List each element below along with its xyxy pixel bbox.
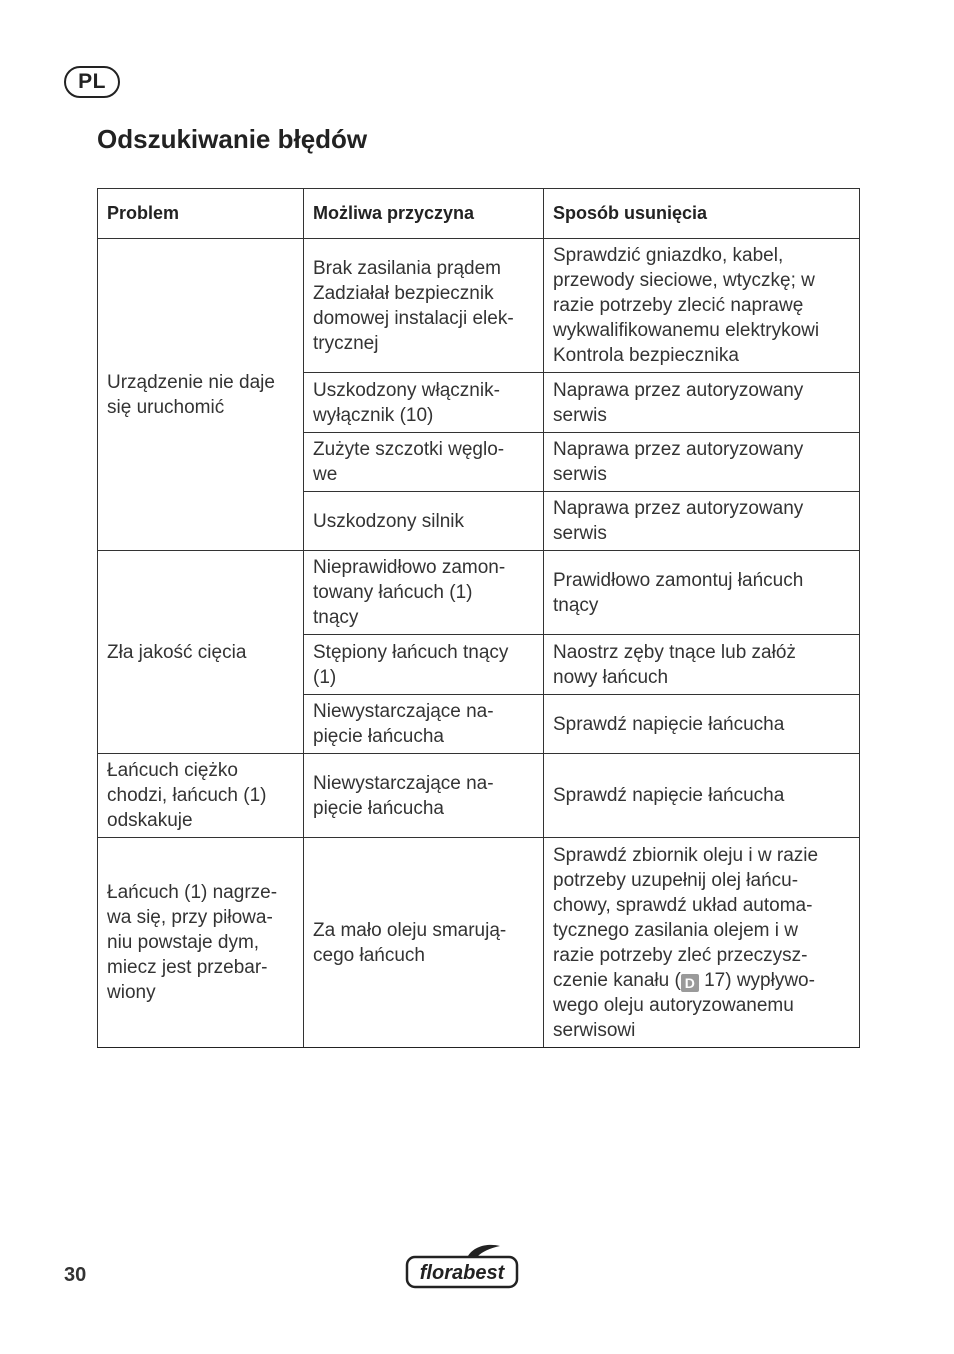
header-cause: Możliwa przyczyna: [304, 189, 544, 239]
problem-cell: Łańcuch ciężko chodzi, łańcuch (1) odskakuje: [98, 754, 304, 838]
cause-cell: Nieprawidłowo zamon- towany łańcuch (1) tnący: [304, 551, 544, 635]
language-badge: PL: [64, 66, 120, 98]
header-remedy: Sposób usunięcia: [544, 189, 860, 239]
remedy-cell: Naprawa przez autoryzowany serwis: [544, 373, 860, 433]
table-row: [98, 239, 860, 373]
table-row: [98, 838, 860, 1048]
cause-cell: Brak zasilania prądem Zadziałał bezpiecznik domowej instalacji elek- trycznej: [304, 239, 544, 373]
remedy-cell: Naostrz zęby tnące lub załóż nowy łańcuch: [544, 635, 860, 695]
remedy-cell: [544, 838, 860, 1048]
cause-cell: Zużyte szczotki węglo- we: [304, 433, 544, 492]
cause-cell: Stępiony łańcuch tnący (1): [304, 635, 544, 695]
problem-cell: Zła jakość cięcia: [98, 551, 304, 754]
cause-cell: Uszkodzony włącznik- wyłącznik (10): [304, 373, 544, 433]
table-header-row: [98, 189, 860, 239]
table-row: [98, 754, 860, 838]
figure-d-icon: D: [681, 974, 699, 992]
problem-cell: Urządzenie nie daje się uruchomić: [98, 239, 304, 551]
header-problem: Problem: [98, 189, 304, 239]
remedy-text: Sprawdź zbiornik oleju i w razie potrzeby uzupełnij olej łańcu- chowy, sprawdź układ automa- tycznego zasilania olejem i w razie potrzeby zleć przeczysz- czenie kanału (: [553, 844, 819, 991]
remedy-cell: Prawidłowo zamontuj łańcuch tnący: [544, 551, 860, 635]
brand-logo-text: florabest: [419, 1262, 505, 1284]
page-title: Odszukiwanie błędów: [97, 124, 368, 154]
table-row: [98, 551, 860, 635]
remedy-cell: Sprawdź napięcie łańcucha: [544, 754, 860, 838]
cause-cell: Niewystarczające na- pięcie łańcucha: [304, 695, 544, 754]
brand-logo: [404, 1244, 520, 1290]
remedy-cell: Sprawdź napięcie łańcucha: [544, 695, 860, 754]
problem-cell: Łańcuch (1) nagrze- wa się, przy piłowa- niu powstaje dym, miecz jest przebar- wiony: [98, 838, 304, 1048]
troubleshooting-table: [97, 188, 860, 1048]
remedy-cell: Naprawa przez autoryzowany serwis: [544, 492, 860, 551]
remedy-text: 17) wypływo- wego oleju autoryzowanemu serwisowi: [553, 969, 815, 1041]
remedy-cell: Naprawa przez autoryzowany serwis: [544, 433, 860, 492]
page-number: 30: [64, 1264, 87, 1286]
remedy-cell: Sprawdzić gniazdko, kabel, przewody sieciowe, wtyczkę; w razie potrzeby zlecić naprawę wykwalifikowanemu elektrykowi Kontrola bezpiecznika: [544, 239, 860, 373]
cause-cell: Uszkodzony silnik: [304, 492, 544, 551]
cause-cell: Za mało oleju smarują- cego łańcuch: [304, 838, 544, 1048]
cause-cell: Niewystarczające na- pięcie łańcucha: [304, 754, 544, 838]
